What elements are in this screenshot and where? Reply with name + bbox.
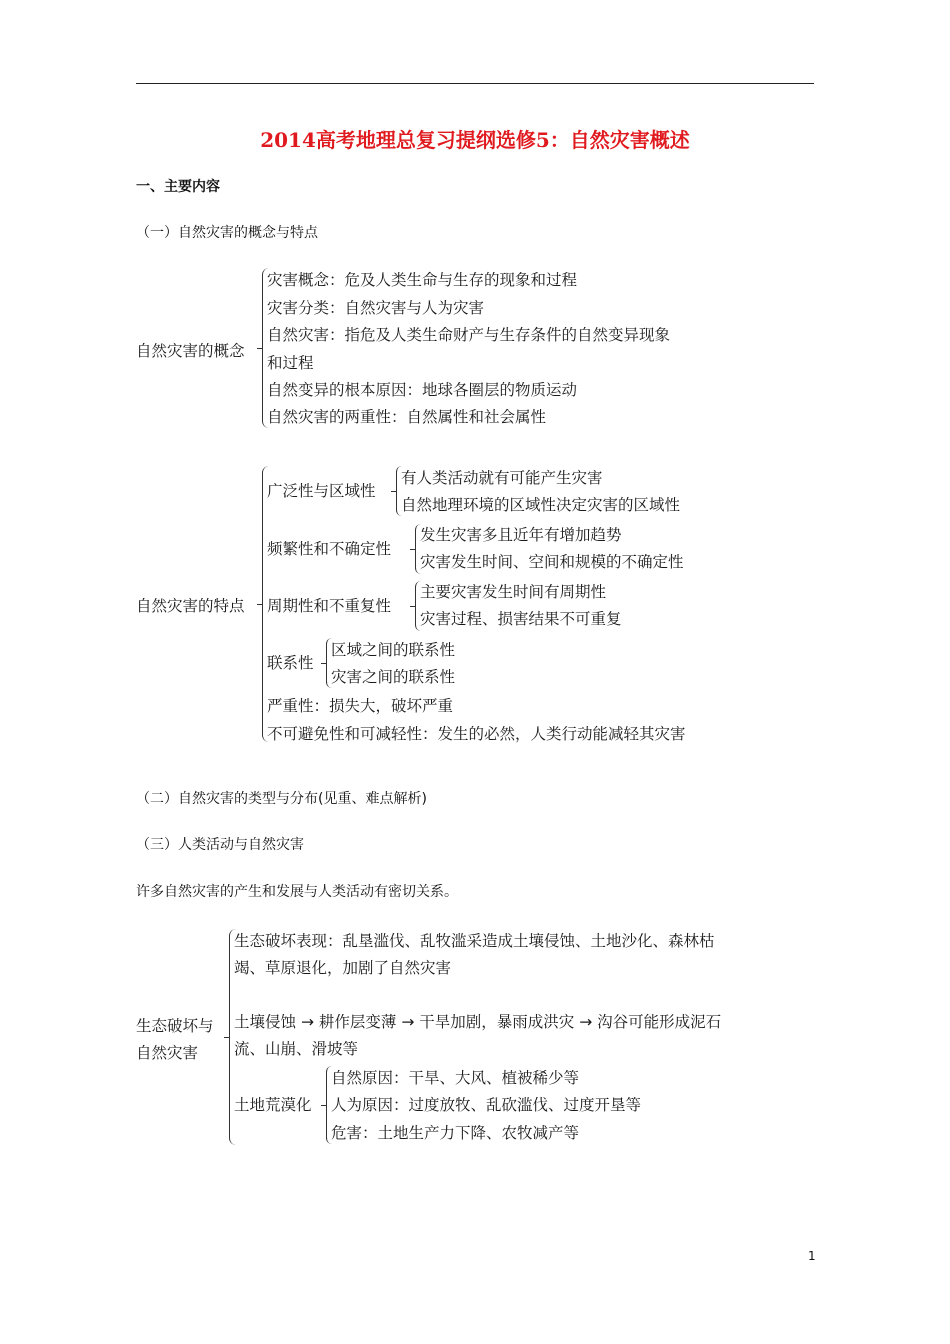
feature-item: 发生灾害多且近年有增加趋势 bbox=[420, 526, 622, 544]
eco-root-label: 自然灾害 bbox=[136, 1044, 199, 1062]
eco-line: 生态破坏表现：乱垦滥伐、乱牧滥采造成土壤侵蚀、土地沙化、森林枯 bbox=[234, 932, 715, 950]
eco-chain-step: 干旱加剧，暴雨成洪灾 bbox=[419, 1013, 575, 1031]
feature-item: 自然地理环境的区域性决定灾害的区域性 bbox=[401, 496, 681, 514]
eco-root-label: 生态破坏与 bbox=[136, 1017, 214, 1035]
subsection-heading-2: （二）自然灾害的类型与分布(见重、难点解析) bbox=[136, 791, 427, 807]
concept-brace bbox=[262, 268, 269, 428]
feature-item: 有人类活动就有可能产生灾害 bbox=[401, 469, 603, 487]
paragraph: 许多自然灾害的产生和发展与人类活动有密切关系。 bbox=[136, 884, 458, 900]
feature-item: 主要灾害发生时间有周期性 bbox=[420, 583, 607, 601]
header-rule bbox=[136, 83, 814, 84]
eco-desert-item: 自然原因：干旱、大风、植被稀少等 bbox=[331, 1069, 580, 1087]
eco-chain bbox=[234, 1010, 721, 1032]
arrow-right-icon: → bbox=[401, 1013, 415, 1031]
eco-desert-item: 危害：土地生产力下降、农牧减产等 bbox=[331, 1124, 580, 1142]
eco-line: 流、山崩、滑坡等 bbox=[234, 1040, 359, 1058]
page-title: 2014高考地理总复习提纲选修5：自然灾害概述 bbox=[260, 128, 690, 152]
concept-item: 灾害概念：危及人类生命与生存的现象和过程 bbox=[267, 271, 578, 289]
concept-item: 灾害分类：自然灾害与人为灾害 bbox=[267, 299, 485, 317]
section-heading: 一、主要内容 bbox=[136, 179, 220, 195]
eco-line: 竭、草原退化，加剧了自然灾害 bbox=[234, 959, 452, 977]
eco-desert-item: 人为原因：过度放牧、乱砍滥伐、过度开垦等 bbox=[331, 1096, 642, 1114]
page-number: 1 bbox=[808, 1249, 816, 1263]
feature-single: 严重性：损失大，破坏严重 bbox=[267, 697, 454, 715]
eco-chain-step: 沟谷可能形成泥石 bbox=[597, 1013, 722, 1031]
eco-chain-step: 耕作层变薄 bbox=[318, 1013, 397, 1031]
features-root-label: 自然灾害的特点 bbox=[136, 597, 245, 615]
subsection-heading-1: （一）自然灾害的概念与特点 bbox=[136, 225, 318, 241]
feature-group-label: 周期性和不重复性 bbox=[267, 597, 392, 615]
eco-desert-label: 土地荒漠化 bbox=[234, 1096, 312, 1114]
arrow-right-icon: → bbox=[300, 1013, 314, 1031]
concept-item: 和过程 bbox=[267, 354, 314, 372]
feature-item: 灾害之间的联系性 bbox=[331, 668, 456, 686]
feature-item: 区域之间的联系性 bbox=[331, 641, 456, 659]
arrow-right-icon: → bbox=[579, 1013, 593, 1031]
subsection-heading-3: （三）人类活动与自然灾害 bbox=[136, 837, 304, 853]
concept-item: 自然灾害的两重性：自然属性和社会属性 bbox=[267, 408, 547, 426]
concept-root-label: 自然灾害的概念 bbox=[136, 342, 245, 360]
feature-group-label: 联系性 bbox=[267, 654, 314, 672]
feature-item: 灾害过程、损害结果不可重复 bbox=[420, 610, 622, 628]
feature-group-label: 广泛性与区域性 bbox=[267, 482, 376, 500]
feature-single: 不可避免性和可减轻性：发生的必然，人类行动能减轻其灾害 bbox=[267, 725, 686, 743]
concept-item: 自然灾害：指危及人类生命财产与生存条件的自然变异现象 bbox=[267, 326, 671, 344]
concept-item: 自然变异的根本原因：地球各圈层的物质运动 bbox=[267, 381, 578, 399]
feature-group-label: 频繁性和不确定性 bbox=[267, 540, 392, 558]
feature-item: 灾害发生时间、空间和规模的不确定性 bbox=[420, 553, 684, 571]
eco-chain-start: 土壤侵蚀 bbox=[234, 1013, 297, 1031]
